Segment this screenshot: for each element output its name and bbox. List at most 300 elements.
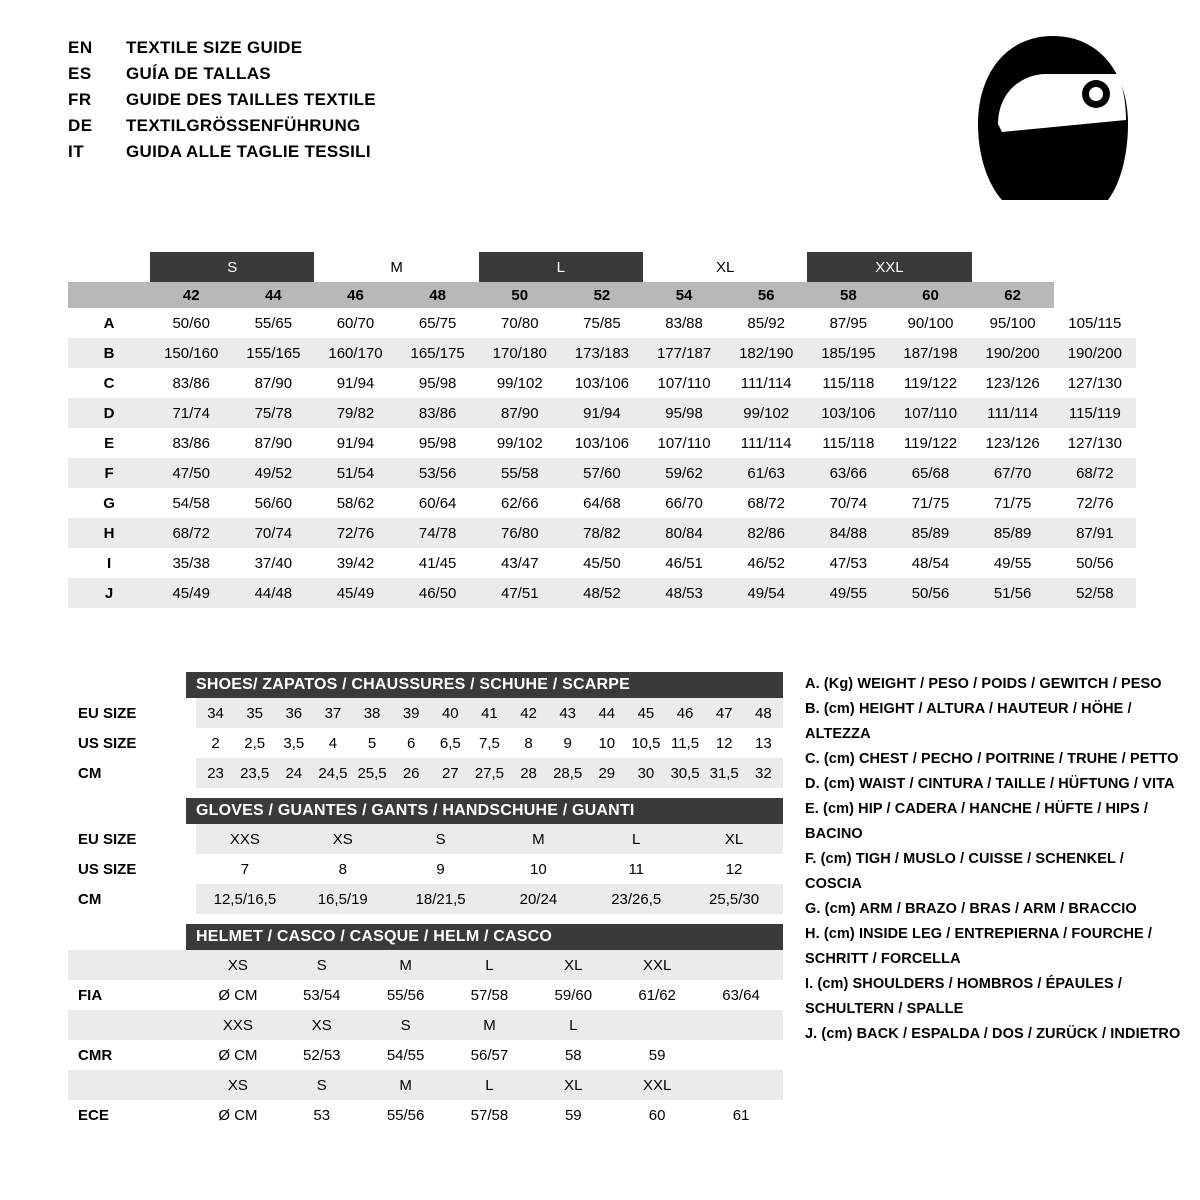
table-row: [68, 1100, 783, 1130]
cell: 28,5: [548, 758, 587, 788]
cell: 30,5: [666, 758, 705, 788]
legend-line: D. (cm) WAIST / CINTURA / TAILLE / HÜFTUNG / VITA: [805, 776, 1175, 792]
table-row: [68, 398, 1136, 428]
measure-letter: D: [68, 398, 150, 428]
cell: 67/70: [972, 458, 1054, 488]
cell: 107/110: [643, 428, 725, 458]
size-number: 50: [479, 282, 561, 308]
cell: 10: [489, 854, 587, 884]
cell: M: [489, 824, 587, 854]
cell: 37: [313, 698, 352, 728]
cell: 11: [587, 854, 685, 884]
cell: 103/106: [561, 368, 643, 398]
table-row: [68, 458, 1136, 488]
cell: 5: [353, 728, 392, 758]
cell: L: [587, 824, 685, 854]
helmet-size: XXS: [196, 1010, 280, 1040]
table-row: [68, 578, 1136, 608]
spacer: [68, 788, 783, 798]
cell: 107/110: [889, 398, 971, 428]
cell: 87/90: [232, 428, 314, 458]
helmet-table: [68, 950, 783, 1130]
cell: 49/54: [725, 578, 807, 608]
cell: 99/102: [479, 368, 561, 398]
cell: 62/66: [479, 488, 561, 518]
size-number: 60: [889, 282, 971, 308]
cell: 60: [615, 1100, 699, 1130]
cell: 68/72: [1054, 458, 1136, 488]
cell: 7: [196, 854, 294, 884]
cell: 61/63: [725, 458, 807, 488]
cell: 46/50: [397, 578, 479, 608]
cell: 23/26,5: [587, 884, 685, 914]
size-band-l: L: [479, 252, 643, 282]
cell: 111/114: [725, 428, 807, 458]
cell: 107/110: [643, 368, 725, 398]
cell: 34: [196, 698, 235, 728]
cell: 35/38: [150, 548, 232, 578]
table-row: [68, 728, 783, 758]
cell: 177/187: [643, 338, 725, 368]
language-row: [68, 38, 376, 64]
cell: 48/53: [643, 578, 725, 608]
cell: 2: [196, 728, 235, 758]
cell: 63/66: [807, 458, 889, 488]
table-row: [68, 1070, 783, 1100]
helmet-section-title: HELMET / CASCO / CASQUE / HELM / CASCO: [186, 924, 783, 950]
gloves-table: [68, 824, 783, 914]
cell: 58: [531, 1040, 615, 1070]
size-number: 46: [314, 282, 396, 308]
cell: 79/82: [314, 398, 396, 428]
cell: 165/175: [397, 338, 479, 368]
cell: 3,5: [274, 728, 313, 758]
cell: 76/80: [479, 518, 561, 548]
language-title-block: [68, 38, 376, 168]
legend-line: E. (cm) HIP / CADERA / HANCHE / HÜFTE / HIPS / BACINO: [805, 801, 1148, 842]
cell: 56/57: [448, 1040, 532, 1070]
size-number: 58: [807, 282, 889, 308]
cell: 72/76: [314, 518, 396, 548]
cell: 70/80: [479, 308, 561, 338]
helmet-size: [615, 1010, 699, 1040]
size-band-row: [68, 252, 1136, 282]
cell: 95/100: [972, 308, 1054, 338]
cell: 75/85: [561, 308, 643, 338]
cell: 48/54: [889, 548, 971, 578]
cell: 26: [392, 758, 431, 788]
cell: 190/200: [972, 338, 1054, 368]
size-number: 56: [725, 282, 807, 308]
cell: 24,5: [313, 758, 352, 788]
size-number-corner: [68, 282, 150, 308]
cell: XS: [294, 824, 392, 854]
row-label-empty: [68, 1010, 196, 1040]
language-row: [68, 64, 376, 90]
cell: 123/126: [972, 368, 1054, 398]
cell: 173/183: [561, 338, 643, 368]
cell: 32: [744, 758, 783, 788]
cell: 91/94: [314, 368, 396, 398]
table-row: [68, 488, 1136, 518]
helmet-size: [699, 1070, 783, 1100]
cell: 123/126: [972, 428, 1054, 458]
cell: 83/86: [150, 368, 232, 398]
measure-letter: J: [68, 578, 150, 608]
cell: 78/82: [561, 518, 643, 548]
cell: 20/24: [489, 884, 587, 914]
table-row: [68, 698, 783, 728]
table-row: [68, 548, 1136, 578]
helmet-size: L: [531, 1010, 615, 1040]
cell: 59: [531, 1100, 615, 1130]
cell: 46: [666, 698, 705, 728]
size-band-s: S: [150, 252, 314, 282]
cell: 29: [587, 758, 626, 788]
cell: 91/94: [561, 398, 643, 428]
cell: 85/92: [725, 308, 807, 338]
cell: XL: [685, 824, 783, 854]
cell: 48/52: [561, 578, 643, 608]
cell: 50/56: [1054, 548, 1136, 578]
cell: 45: [626, 698, 665, 728]
table-row: [68, 854, 783, 884]
measure-letter: F: [68, 458, 150, 488]
cell: 9: [548, 728, 587, 758]
cell: [699, 1040, 783, 1070]
cell: 54/55: [364, 1040, 448, 1070]
helmet-size: XXL: [615, 1070, 699, 1100]
table-row: [68, 308, 1136, 338]
cell: 53: [280, 1100, 364, 1130]
cell: 83/88: [643, 308, 725, 338]
row-label-eu-size: EU SIZE: [68, 698, 196, 728]
row-label-us-size: US SIZE: [68, 728, 196, 758]
cell: 95/98: [397, 428, 479, 458]
cell: 51/56: [972, 578, 1054, 608]
helmet-size: S: [280, 1070, 364, 1100]
size-number: 52: [561, 282, 643, 308]
size-band-xl: XL: [643, 252, 807, 282]
cell: 41: [470, 698, 509, 728]
helmet-size: M: [448, 1010, 532, 1040]
legend-line: F. (cm) TIGH / MUSLO / CUISSE / SCHENKEL / COSCIA: [805, 851, 1124, 892]
sub-tables: [68, 672, 783, 1130]
measure-letter: C: [68, 368, 150, 398]
measure-letter: I: [68, 548, 150, 578]
helmet-size: [699, 950, 783, 980]
cell: 111/114: [972, 398, 1054, 428]
cell: 127/130: [1054, 368, 1136, 398]
cell: 10: [587, 728, 626, 758]
table-row: [68, 338, 1136, 368]
cell: 28: [509, 758, 548, 788]
unit-label: Ø CM: [196, 980, 280, 1010]
cell: 49/52: [232, 458, 314, 488]
cell: 41/45: [397, 548, 479, 578]
cell: 57/58: [448, 980, 532, 1010]
helmet-size: XXL: [615, 950, 699, 980]
cell: 85/89: [889, 518, 971, 548]
cell: 50/60: [150, 308, 232, 338]
table-row: [68, 1010, 783, 1040]
gloves-section-title: GLOVES / GUANTES / GANTS / HANDSCHUHE / GUANTI: [186, 798, 783, 824]
table-row: [68, 950, 783, 980]
row-label-cmr: CMR: [68, 1040, 196, 1070]
language-title: GUIDE DES TAILLES TEXTILE: [126, 90, 376, 109]
language-title: GUÍA DE TALLAS: [126, 64, 271, 83]
cell: 31,5: [705, 758, 744, 788]
cell: 57/58: [448, 1100, 532, 1130]
cell: 43: [548, 698, 587, 728]
cell: 16,5/19: [294, 884, 392, 914]
cell: 56/60: [232, 488, 314, 518]
cell: 53/54: [280, 980, 364, 1010]
cell: 58/62: [314, 488, 396, 518]
language-row: [68, 90, 376, 116]
helmet-size: XS: [280, 1010, 364, 1040]
size-band-empty-end: [972, 252, 1054, 282]
helmet-size: L: [448, 1070, 532, 1100]
helmet-size: XL: [531, 950, 615, 980]
cell: 119/122: [889, 368, 971, 398]
row-label-fia: FIA: [68, 980, 196, 1010]
cell: 59/60: [531, 980, 615, 1010]
cell: 39: [392, 698, 431, 728]
cell: 55/56: [364, 980, 448, 1010]
size-number: 44: [232, 282, 314, 308]
legend-line: H. (cm) INSIDE LEG / ENTREPIERNA / FOURCHE /: [805, 926, 1153, 942]
legend-line: G. (cm) ARM / BRAZO / BRAS / ARM / BRACCIO: [805, 901, 1137, 917]
cell: 87/95: [807, 308, 889, 338]
cell: 182/190: [725, 338, 807, 368]
cell: 45/49: [314, 578, 396, 608]
cell: 53/56: [397, 458, 479, 488]
cell: 59/62: [643, 458, 725, 488]
cell: 65/68: [889, 458, 971, 488]
legend-line: SCHULTERN / SPALLE: [805, 1001, 964, 1017]
cell: 9: [392, 854, 490, 884]
cell: 18/21,5: [392, 884, 490, 914]
cell: 47/53: [807, 548, 889, 578]
cell: 185/195: [807, 338, 889, 368]
cell: 70/74: [232, 518, 314, 548]
cell: 52/58: [1054, 578, 1136, 608]
row-label-cm: CM: [68, 884, 196, 914]
helmet-size: [699, 1010, 783, 1040]
cell: 71/75: [972, 488, 1054, 518]
table-row: [68, 518, 1136, 548]
cell: 115/119: [1054, 398, 1136, 428]
table-row: [68, 1040, 783, 1070]
measurement-legend: [805, 672, 1185, 1047]
cell: 72/76: [1054, 488, 1136, 518]
cell: 23: [196, 758, 235, 788]
size-band-m: M: [314, 252, 478, 282]
row-label-eu-size: EU SIZE: [68, 824, 196, 854]
row-label-cm: CM: [68, 758, 196, 788]
cell: 63/64: [699, 980, 783, 1010]
row-label-empty: [68, 950, 196, 980]
cell: 115/118: [807, 428, 889, 458]
cell: 127/130: [1054, 428, 1136, 458]
helmet-size: XL: [531, 1070, 615, 1100]
language-row: [68, 142, 376, 168]
cell: 190/200: [1054, 338, 1136, 368]
cell: 65/75: [397, 308, 479, 338]
cell: 55/58: [479, 458, 561, 488]
cell: 80/84: [643, 518, 725, 548]
language-title: TEXTILGRÖSSENFÜHRUNG: [126, 116, 361, 135]
cell: 84/88: [807, 518, 889, 548]
legend-line: SCHRITT / FORCELLA: [805, 951, 961, 967]
cell: 160/170: [314, 338, 396, 368]
language-code: EN: [68, 38, 93, 57]
cell: 42: [509, 698, 548, 728]
legend-line: B. (cm) HEIGHT / ALTURA / HAUTEUR / HÖHE / ALTEZZA: [805, 701, 1132, 742]
cell: 35: [235, 698, 274, 728]
cell: 8: [294, 854, 392, 884]
cell: 44: [587, 698, 626, 728]
size-number: 62: [972, 282, 1054, 308]
legend-line: C. (cm) CHEST / PECHO / POITRINE / TRUHE / PETTO: [805, 751, 1179, 767]
cell: 83/86: [150, 428, 232, 458]
cell: 87/90: [479, 398, 561, 428]
helmet-size: XS: [196, 1070, 280, 1100]
row-label-empty: [68, 1070, 196, 1100]
cell: 47: [705, 698, 744, 728]
cell: 11,5: [666, 728, 705, 758]
measure-letter: A: [68, 308, 150, 338]
cell: 12: [705, 728, 744, 758]
cell: 48: [744, 698, 783, 728]
size-number: 54: [643, 282, 725, 308]
cell: 43/47: [479, 548, 561, 578]
cell: 2,5: [235, 728, 274, 758]
cell: 71/74: [150, 398, 232, 428]
cell: 40: [431, 698, 470, 728]
cell: 61/62: [615, 980, 699, 1010]
cell: 46/52: [725, 548, 807, 578]
cell: 87/90: [232, 368, 314, 398]
cell: 49/55: [807, 578, 889, 608]
legend-line: I. (cm) SHOULDERS / HOMBROS / ÉPAULES /: [805, 976, 1123, 992]
cell: 70/74: [807, 488, 889, 518]
cell: 59: [615, 1040, 699, 1070]
measure-letter: G: [68, 488, 150, 518]
cell: 44/48: [232, 578, 314, 608]
cell: 46/51: [643, 548, 725, 578]
cell: 90/100: [889, 308, 971, 338]
helmet-size: XS: [196, 950, 280, 980]
row-label-us-size: US SIZE: [68, 854, 196, 884]
cell: 47/51: [479, 578, 561, 608]
cell: 49/55: [972, 548, 1054, 578]
size-number: 48: [397, 282, 479, 308]
cell: 25,5/30: [685, 884, 783, 914]
table-row: [68, 824, 783, 854]
size-number: 42: [150, 282, 232, 308]
cell: 6: [392, 728, 431, 758]
cell: 74/78: [397, 518, 479, 548]
measure-letter: B: [68, 338, 150, 368]
cell: 51/54: [314, 458, 396, 488]
cell: 50/56: [889, 578, 971, 608]
language-title: GUIDA ALLE TAGLIE TESSILI: [126, 142, 371, 161]
cell: 68/72: [150, 518, 232, 548]
cell: 60/64: [397, 488, 479, 518]
cell: 57/60: [561, 458, 643, 488]
cell: 13: [744, 728, 783, 758]
measure-letter: E: [68, 428, 150, 458]
helmet-size: M: [364, 950, 448, 980]
cell: 38: [353, 698, 392, 728]
spacer: [68, 914, 783, 924]
cell: XXS: [196, 824, 294, 854]
cell: 71/75: [889, 488, 971, 518]
cell: 52/53: [280, 1040, 364, 1070]
table-row: [68, 884, 783, 914]
helmet-size: M: [364, 1070, 448, 1100]
table-row: [68, 368, 1136, 398]
size-band-empty: [68, 252, 150, 282]
cell: 87/91: [1054, 518, 1136, 548]
cell: 27,5: [470, 758, 509, 788]
cell: 39/42: [314, 548, 396, 578]
helmet-size: L: [448, 950, 532, 980]
cell: 68/72: [725, 488, 807, 518]
cell: 23,5: [235, 758, 274, 788]
helmet-size: S: [364, 1010, 448, 1040]
cell: 155/165: [232, 338, 314, 368]
cell: 10,5: [626, 728, 665, 758]
cell: 55/65: [232, 308, 314, 338]
language-code: IT: [68, 142, 85, 161]
unit-label: Ø CM: [196, 1100, 280, 1130]
racing-helmet-icon: [968, 32, 1138, 207]
language-title: TEXTILE SIZE GUIDE: [126, 38, 303, 57]
cell: 7,5: [470, 728, 509, 758]
cell: 99/102: [479, 428, 561, 458]
cell: 24: [274, 758, 313, 788]
cell: 115/118: [807, 368, 889, 398]
language-code: DE: [68, 116, 93, 135]
textile-size-table: [68, 252, 1136, 608]
shoes-table: [68, 698, 783, 788]
cell: 64/68: [561, 488, 643, 518]
cell: 103/106: [807, 398, 889, 428]
unit-label: Ø CM: [196, 1040, 280, 1070]
cell: 47/50: [150, 458, 232, 488]
cell: 61: [699, 1100, 783, 1130]
cell: 111/114: [725, 368, 807, 398]
cell: 75/78: [232, 398, 314, 428]
table-row: [68, 758, 783, 788]
legend-line: A. (Kg) WEIGHT / PESO / POIDS / GEWITCH / PESO: [805, 676, 1162, 692]
row-label-ece: ECE: [68, 1100, 196, 1130]
language-code: ES: [68, 64, 92, 83]
cell: S: [392, 824, 490, 854]
cell: 103/106: [561, 428, 643, 458]
cell: 83/86: [397, 398, 479, 428]
cell: 6,5: [431, 728, 470, 758]
cell: 55/56: [364, 1100, 448, 1130]
cell: 8: [509, 728, 548, 758]
cell: 170/180: [479, 338, 561, 368]
cell: 95/98: [643, 398, 725, 428]
helmet-size: S: [280, 950, 364, 980]
table-row: [68, 980, 783, 1010]
